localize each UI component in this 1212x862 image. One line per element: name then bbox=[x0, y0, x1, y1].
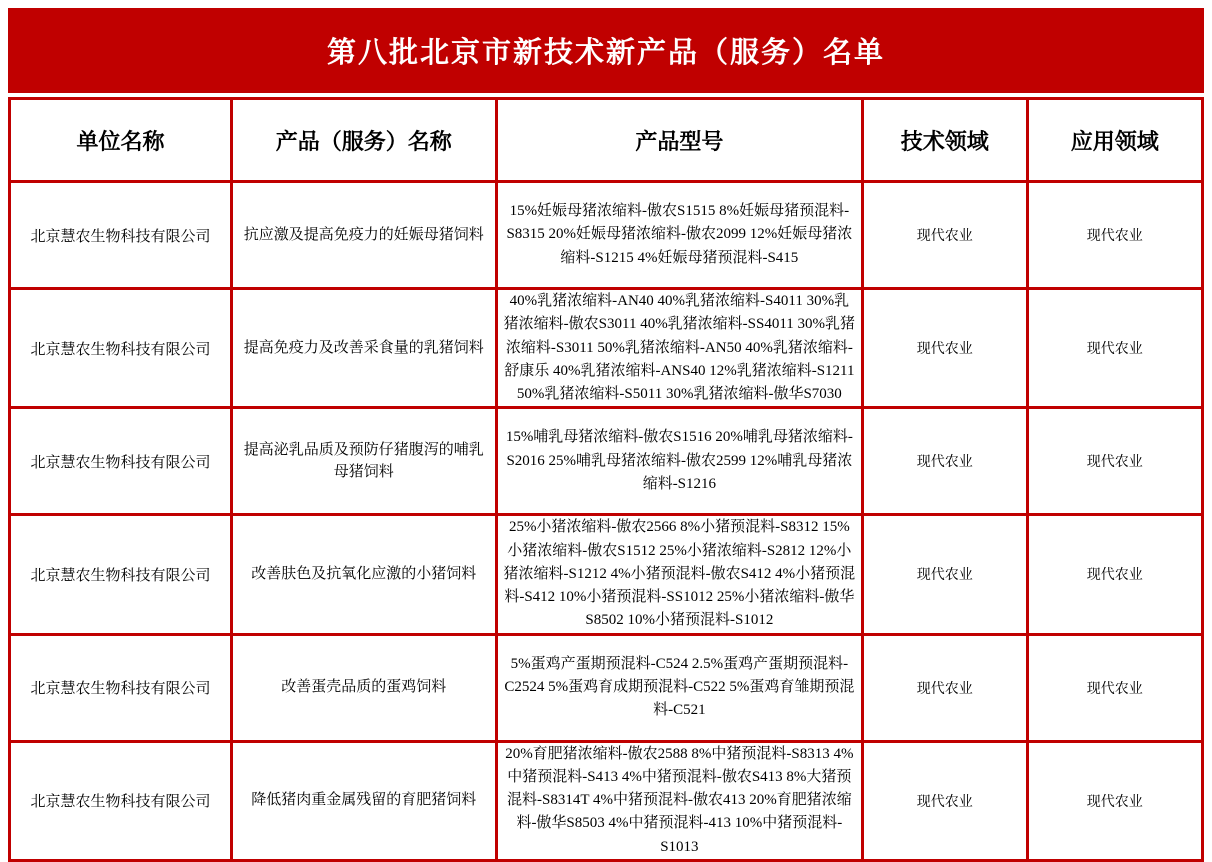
cell-app-field: 现代农业 bbox=[1027, 408, 1202, 515]
products-table bbox=[8, 97, 1204, 862]
table-row bbox=[10, 634, 1203, 741]
cell-company: 北京慧农生物科技有限公司 bbox=[10, 741, 232, 860]
cell-product-model: 20%育肥猪浓缩料-傲农2588 8%中猪预混料-S8313 4%中猪预混料-S413 4%中猪预混料-傲农S413 8%大猪预混料-S8314T 4%中猪预混料-傲农413 20%育肥猪浓缩料-傲华S8503 4%中猪预混料-413 10%中猪预混料-S1013 bbox=[496, 741, 862, 860]
cell-product-name: 降低猪肉重金属残留的育肥猪饲料 bbox=[231, 741, 496, 860]
cell-product-name: 提高免疫力及改善采食量的乳猪饲料 bbox=[231, 289, 496, 408]
cell-product-name: 抗应激及提高免疫力的妊娠母猪饲料 bbox=[231, 182, 496, 289]
table-row bbox=[10, 515, 1203, 634]
column-header-company: 单位名称 bbox=[10, 99, 232, 182]
cell-product-model: 40%乳猪浓缩料-AN40 40%乳猪浓缩料-S4011 30%乳猪浓缩料-傲农S3011 40%乳猪浓缩料-SS4011 30%乳猪浓缩料-S3011 50%乳猪浓缩料-AN50 40%乳猪浓缩料-舒康乐 40%乳猪浓缩料-ANS40 12%乳猪浓缩料-S1211 50%乳猪浓缩料-S5011 30%乳猪浓缩料-傲华S7030 bbox=[496, 289, 862, 408]
cell-tech-field: 现代农业 bbox=[862, 289, 1027, 408]
cell-app-field: 现代农业 bbox=[1027, 182, 1202, 289]
cell-product-model: 15%哺乳母猪浓缩料-傲农S1516 20%哺乳母猪浓缩料-S2016 25%哺乳母猪浓缩料-傲农2599 12%哺乳母猪浓缩料-S1216 bbox=[496, 408, 862, 515]
cell-tech-field: 现代农业 bbox=[862, 408, 1027, 515]
cell-app-field: 现代农业 bbox=[1027, 515, 1202, 634]
table-header-row bbox=[10, 99, 1203, 182]
column-header-tech-field: 技术领域 bbox=[862, 99, 1027, 182]
page-title: 第八批北京市新技术新产品（服务）名单 bbox=[8, 8, 1204, 93]
cell-company: 北京慧农生物科技有限公司 bbox=[10, 289, 232, 408]
cell-tech-field: 现代农业 bbox=[862, 515, 1027, 634]
cell-product-name: 改善蛋壳品质的蛋鸡饲料 bbox=[231, 634, 496, 741]
cell-company: 北京慧农生物科技有限公司 bbox=[10, 408, 232, 515]
cell-tech-field: 现代农业 bbox=[862, 634, 1027, 741]
cell-company: 北京慧农生物科技有限公司 bbox=[10, 182, 232, 289]
table-row bbox=[10, 408, 1203, 515]
table-row bbox=[10, 182, 1203, 289]
cell-product-model: 15%妊娠母猪浓缩料-傲农S1515 8%妊娠母猪预混料-S8315 20%妊娠母猪浓缩料-傲农2099 12%妊娠母猪浓缩料-S1215 4%妊娠母猪预混料-S415 bbox=[496, 182, 862, 289]
column-header-product-name: 产品（服务）名称 bbox=[231, 99, 496, 182]
cell-app-field: 现代农业 bbox=[1027, 289, 1202, 408]
cell-company: 北京慧农生物科技有限公司 bbox=[10, 515, 232, 634]
cell-app-field: 现代农业 bbox=[1027, 634, 1202, 741]
table-row bbox=[10, 289, 1203, 408]
cell-product-model: 5%蛋鸡产蛋期预混料-C524 2.5%蛋鸡产蛋期预混料-C2524 5%蛋鸡育成期预混料-C522 5%蛋鸡育雏期预混料-C521 bbox=[496, 634, 862, 741]
table-row bbox=[10, 741, 1203, 860]
column-header-app-field: 应用领域 bbox=[1027, 99, 1202, 182]
cell-tech-field: 现代农业 bbox=[862, 741, 1027, 860]
cell-product-name: 提高泌乳品质及预防仔猪腹泻的哺乳母猪饲料 bbox=[231, 408, 496, 515]
column-header-product-model: 产品型号 bbox=[496, 99, 862, 182]
cell-product-model: 25%小猪浓缩料-傲农2566 8%小猪预混料-S8312 15%小猪浓缩料-傲农S1512 25%小猪浓缩料-S2812 12%小猪浓缩料-S1212 4%小猪预混料-傲农S412 4%小猪预混料-S412 10%小猪预混料-SS1012 25%小猪浓缩料-傲华S8502 10%小猪预混料-S1012 bbox=[496, 515, 862, 634]
cell-app-field: 现代农业 bbox=[1027, 741, 1202, 860]
cell-company: 北京慧农生物科技有限公司 bbox=[10, 634, 232, 741]
cell-tech-field: 现代农业 bbox=[862, 182, 1027, 289]
cell-product-name: 改善肤色及抗氧化应激的小猪饲料 bbox=[231, 515, 496, 634]
